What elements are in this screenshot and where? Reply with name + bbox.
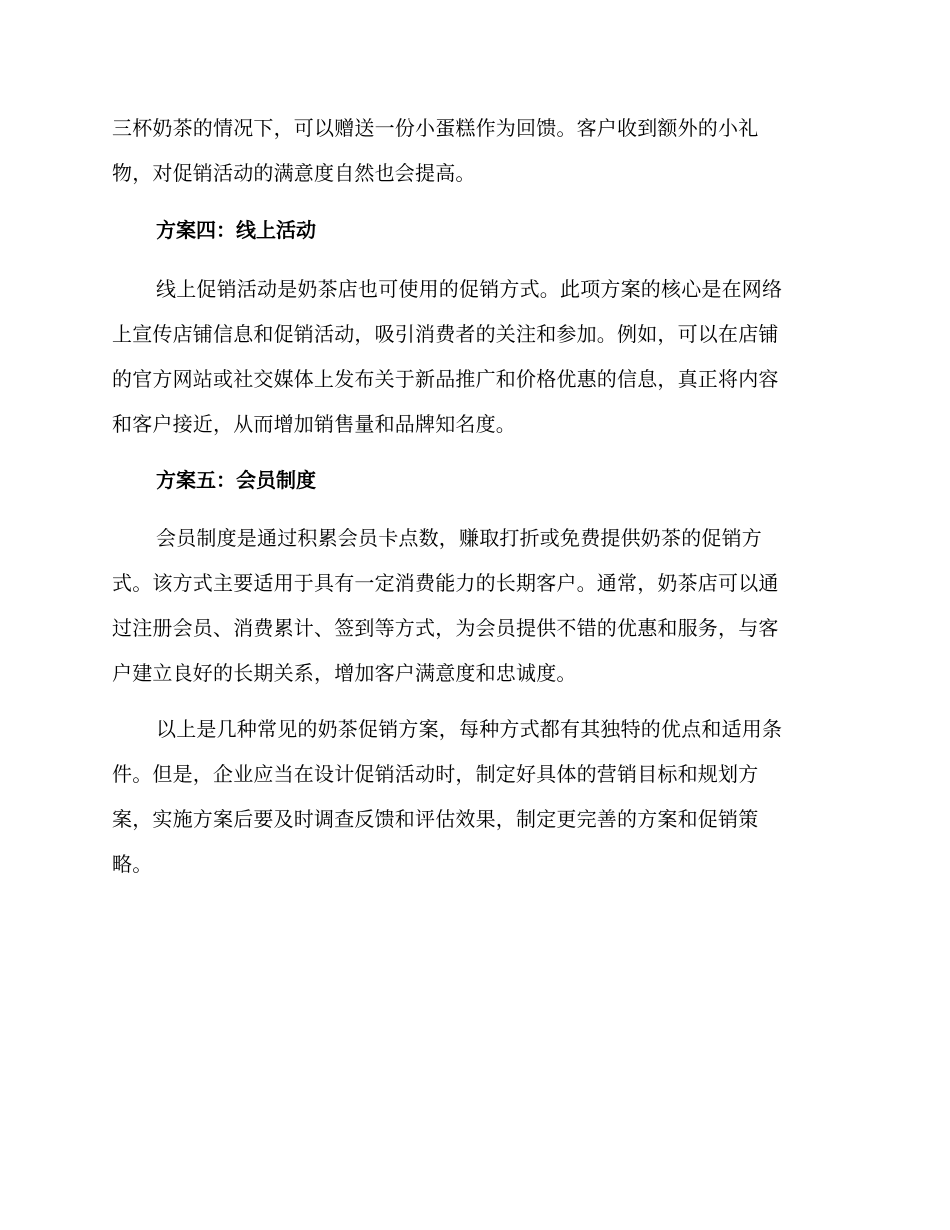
paragraph-line: 的官方网站或社交媒体上发布关于新品推广和价格优惠的信息，真正将内容	[112, 367, 779, 391]
paragraph-line: 件。但是，企业应当在设计促销活动时，制定好具体的营销目标和规划方	[112, 762, 759, 786]
section-heading-plan-5: 方案五：会员制度	[156, 468, 316, 492]
paragraph-conclusion	[112, 707, 832, 887]
section-heading-plan-4: 方案四：线上活动	[156, 218, 316, 242]
paragraph-online-promotion	[112, 267, 832, 447]
paragraph-line: 会员制度是通过积累会员卡点数，赚取打折或免费提供奶茶的促销方	[156, 526, 762, 550]
paragraph-line: 以上是几种常见的奶茶促销方案，每种方式都有其独特的优点和适用条	[156, 717, 783, 741]
paragraph-line: 式。该方式主要适用于具有一定消费能力的长期客户。通常，奶茶店可以通	[112, 571, 779, 595]
paragraph-line: 案，实施方案后要及时调查反馈和评估效果，制定更完善的方案和促销策	[112, 807, 759, 831]
paragraph-line: 三杯奶茶的情况下，可以赠送一份小蛋糕作为回馈。客户收到额外的小礼	[112, 116, 759, 140]
paragraph-line: 线上促销活动是奶茶店也可使用的促销方式。此项方案的核心是在网络	[156, 277, 783, 301]
paragraph-continuation	[112, 106, 832, 196]
paragraph-line: 和客户接近，从而增加销售量和品牌知名度。	[112, 412, 516, 436]
paragraph-line: 上宣传店铺信息和促销活动，吸引消费者的关注和参加。例如，可以在店铺	[112, 322, 779, 346]
paragraph-line: 户建立良好的长期关系，增加客户满意度和忠诚度。	[112, 661, 577, 685]
paragraph-line: 物，对促销活动的满意度自然也会提高。	[112, 161, 476, 185]
paragraph-membership	[112, 516, 832, 696]
paragraph-line: 过注册会员、消费累计、签到等方式，为会员提供不错的优惠和服务，与客	[112, 616, 779, 640]
paragraph-line: 略。	[112, 852, 153, 876]
